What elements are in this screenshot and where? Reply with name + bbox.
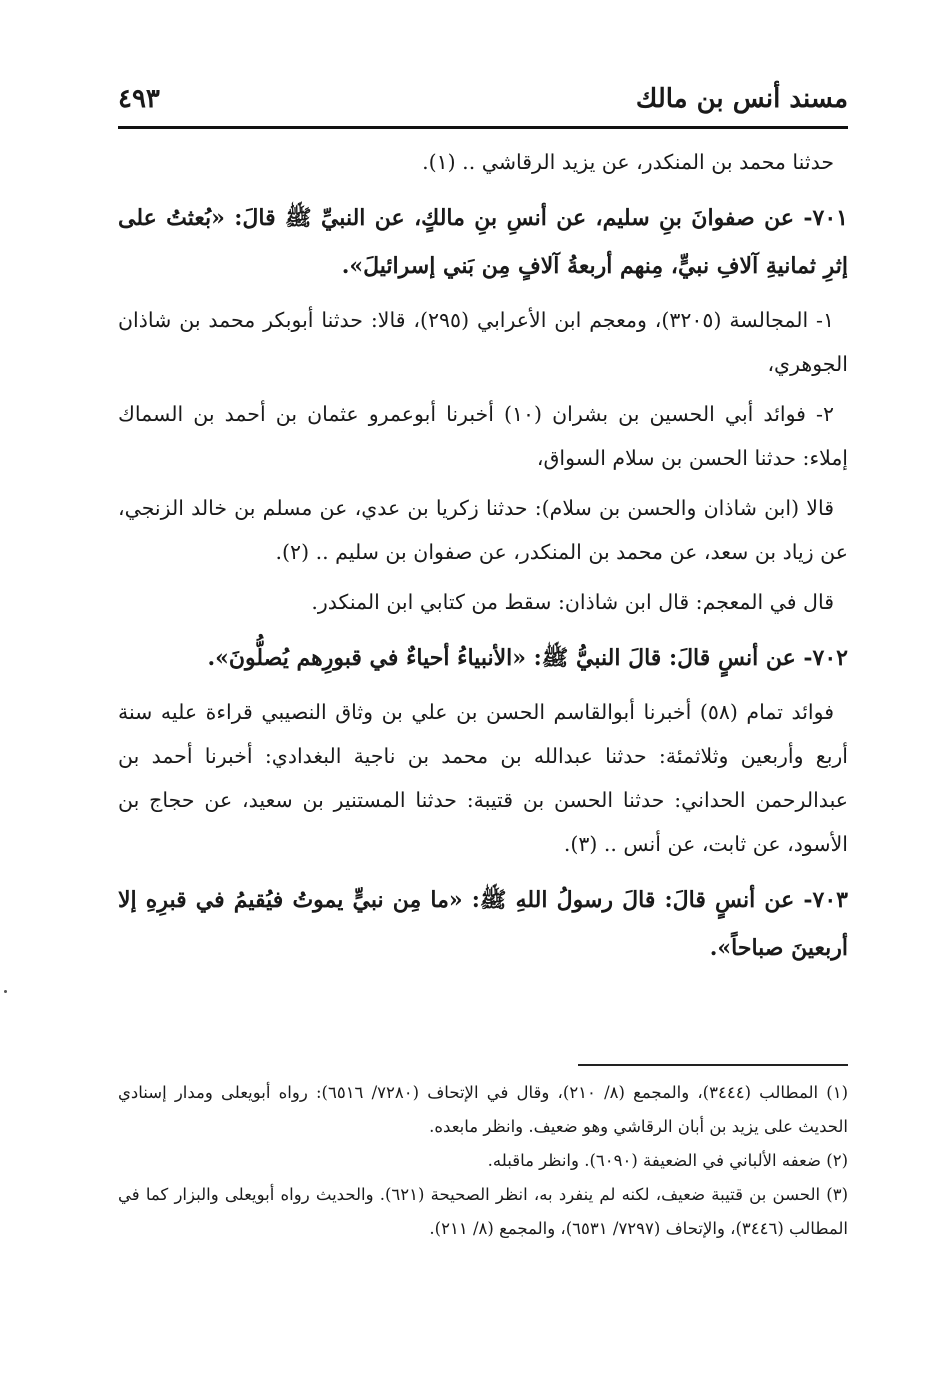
scan-speck xyxy=(4,990,7,993)
page-number: ٤٩٣ xyxy=(118,84,160,114)
main-text xyxy=(118,140,848,980)
hadith-701: ٧٠١- عن صفوانَ بنِ سليم، عن أنسِ بنِ مالكٍ، عن النبيِّ ﷺ قالَ: «بُعثتُ على إثرِ ثمانيةِ آلافِ نبيٍّ، مِنهم أربعةُ آلافٍ مِن بَني إسرائيلَ». xyxy=(118,205,848,279)
footnote-rule xyxy=(578,1064,848,1066)
page-header xyxy=(118,84,848,124)
running-title: مسند أنس بن مالك xyxy=(635,84,848,114)
isnad-701: قالا (ابن شاذان والحسن بن سلام): حدثنا زكريا بن عدي، عن مسلم بن خالد الزنجي، عن زياد بن سعد، عن محمد بن المنكدر، عن صفوان بن سليم .. (٢). xyxy=(118,496,848,564)
footnote-1: (١) المطالب (٣٤٤٤)، والمجمع (٨/ ٢١٠)، وقال في الإتحاف (٧٢٨٠/ ٦٥١٦): رواه أبويعلى ومدار إسنادي الحديث على يزيد بن أبان الرقاشي وهو ضعيف. وانظر مابعده. xyxy=(118,1083,849,1136)
note-701: قال في المعجم: قال ابن شاذان: سقط من كتابي ابن المنكدر. xyxy=(311,590,834,614)
footnote-2: (٢) ضعفه الألباني في الضعيفة (٦٠٩٠). وانظر ماقبله. xyxy=(487,1151,848,1170)
source-701-2: ٢- فوائد أبي الحسين بن بشران (١٠) أخبرنا أبوعمرو عثمان بن أحمد بن السماك إملاء: حدثنا الحسن بن سلام السواق، xyxy=(118,402,848,470)
hadith-703: ٧٠٣- عن أنسٍ قالَ: قالَ رسولُ اللهِ ﷺ: «ما مِن نبيٍّ يموتُ فيُقيمُ في قبرِهِ إلا أربعينَ صباحاً». xyxy=(118,887,848,961)
paragraph-continuation: حدثنا محمد بن المنكدر، عن يزيد الرقاشي .. (١). xyxy=(422,150,834,174)
source-701-1: ١- المجالسة (٣٢٠٥)، ومعجم ابن الأعرابي (٢٩٥)، قالا: حدثنا أبوبكر محمد بن شاذان الجوهري، xyxy=(118,308,848,376)
footnote-3: (٣) الحسن بن قتيبة ضعيف، لكنه لم ينفرد به، انظر الصحيحة (٦٢١). والحديث رواه أبويعلى والبزار كما في المطالب (٣٤٤٦)، والإتحاف (٧٢٩٧/ ٦٥٣١)، والمجمع (٨/ ٢١١). xyxy=(118,1185,848,1238)
footnotes xyxy=(118,1076,848,1246)
source-702: فوائد تمام (٥٨) أخبرنا أبوالقاسم الحسن بن علي بن وثاق النصيبي قراءة عليه سنة أربع وأربعين وثلاثمئة: حدثنا عبدالله بن محمد بن ناجية البغدادي: أخبرنا أحمد بن عبدالرحمن الحداني: حدثنا الحسن بن قتيبة: حدثنا المستنير بن سعيد، عن حجاج بن الأسود، عن ثابت، عن أنس .. (٣). xyxy=(118,700,848,856)
hadith-702: ٧٠٢- عن أنسٍ قالَ: قالَ النبيُّ ﷺ: «الأنبياءُ أحياءٌ في قبورِهم يُصلُّونَ». xyxy=(207,645,848,671)
book-page xyxy=(118,0,848,1387)
header-rule xyxy=(118,126,848,129)
